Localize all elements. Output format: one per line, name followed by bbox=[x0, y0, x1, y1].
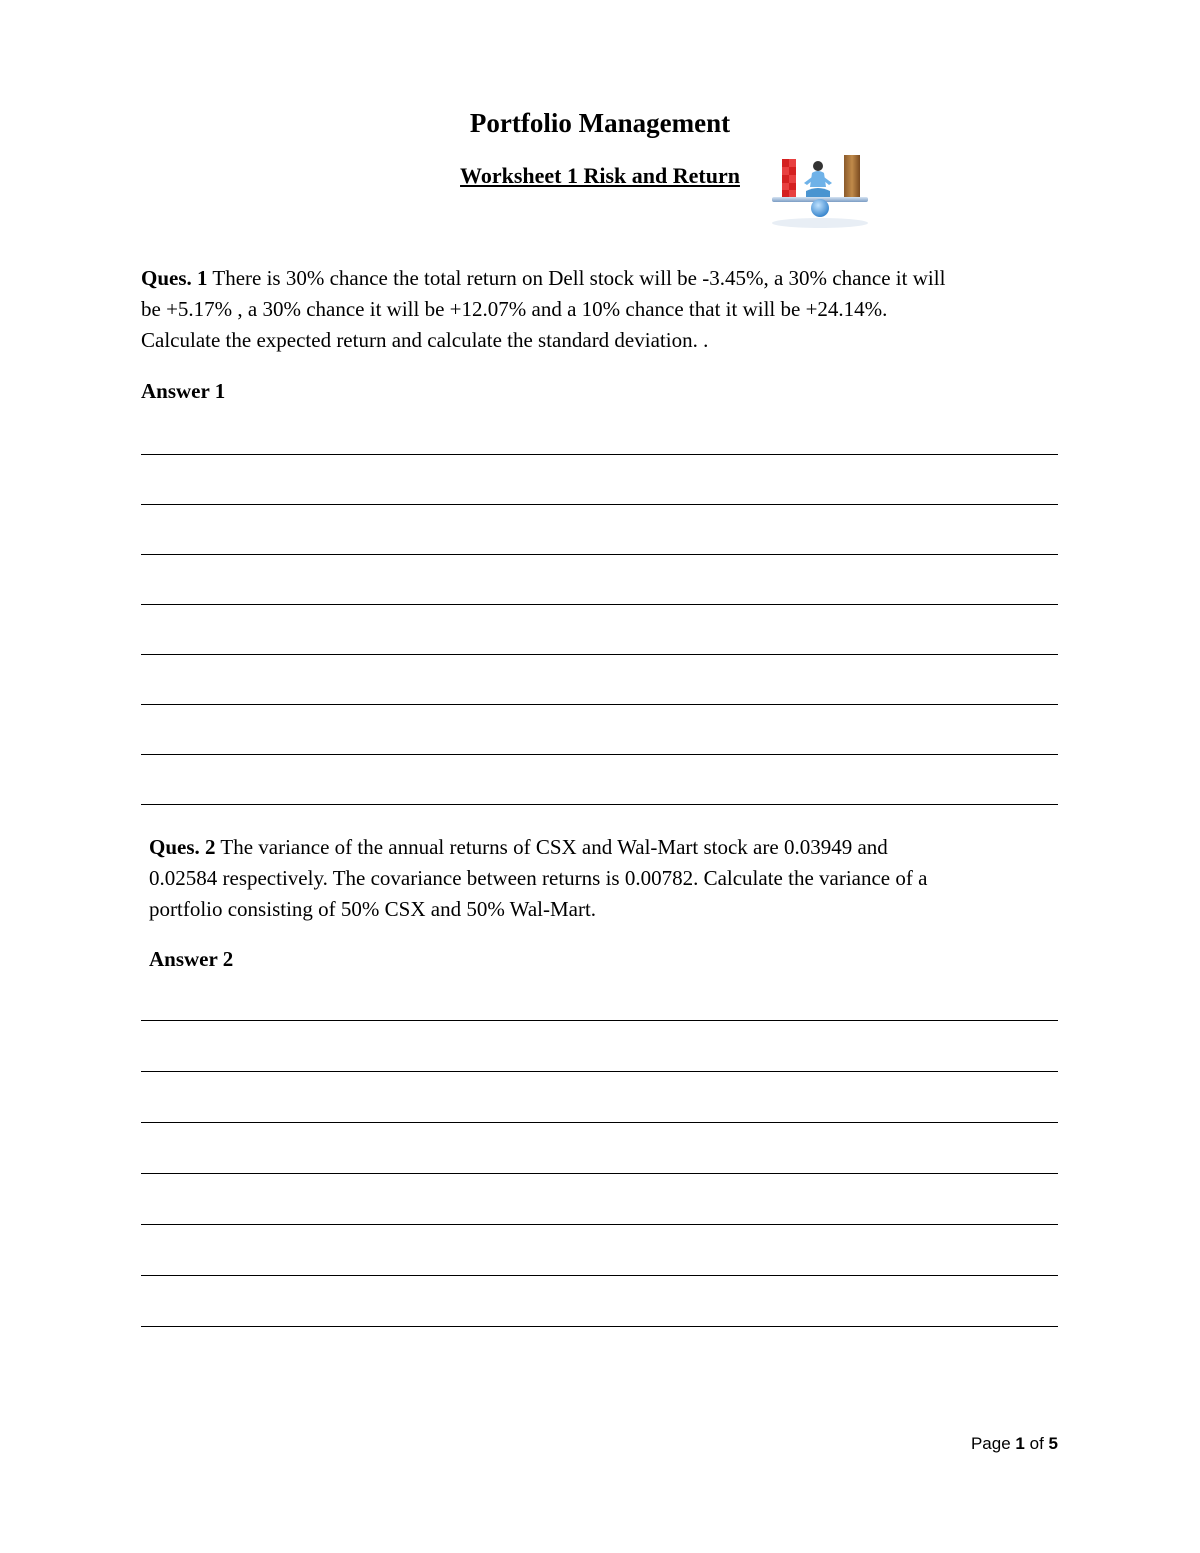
page-title: Portfolio Management bbox=[469, 108, 731, 138]
question-1-line-3: Calculate the expected return and calculate the standard deviation. . bbox=[141, 328, 709, 352]
question-2 bbox=[149, 832, 1049, 925]
question-2-line-1 bbox=[149, 832, 1049, 863]
question-1 bbox=[141, 263, 1061, 356]
answer-line bbox=[141, 704, 1058, 705]
answer-1-label: Answer 1 bbox=[141, 379, 226, 403]
answer-line bbox=[141, 1173, 1058, 1174]
answer-line bbox=[141, 1020, 1058, 1021]
page-current: 1 bbox=[1015, 1434, 1025, 1453]
answer-line bbox=[141, 754, 1058, 755]
of-word: of bbox=[1029, 1434, 1044, 1453]
page-number bbox=[971, 1432, 1058, 1456]
answer-line bbox=[141, 654, 1058, 655]
question-1-line-2: be +5.17% , a 30% chance it will be +12.07% and a 10% chance that it will be +24.14%. bbox=[141, 297, 888, 321]
answer-line bbox=[141, 1275, 1058, 1276]
page-word: Page bbox=[970, 1434, 1011, 1453]
answer-line bbox=[141, 1122, 1058, 1123]
question-1-label: Ques. 1 bbox=[141, 266, 208, 290]
balance-scale-icon bbox=[768, 153, 872, 231]
answer-line bbox=[141, 554, 1058, 555]
answer-line bbox=[141, 1326, 1058, 1327]
answer-line bbox=[141, 604, 1058, 605]
question-2-line-2: 0.02584 respectively. The covariance between returns is 0.00782. Calculate the variance of a bbox=[149, 866, 928, 890]
answer-line bbox=[141, 454, 1058, 455]
question-1-text-1: There is 30% chance the total return on Dell stock will be -3.45%, a 30% chance it will bbox=[207, 266, 946, 290]
question-2-label: Ques. 2 bbox=[149, 835, 216, 859]
answer-2-label: Answer 2 bbox=[149, 947, 234, 971]
question-2-line-3: portfolio consisting of 50% CSX and 50% Wal-Mart. bbox=[149, 897, 597, 921]
question-2-text-1: The variance of the annual returns of CSX and Wal-Mart stock are 0.03949 and bbox=[215, 835, 888, 859]
answer-line bbox=[141, 504, 1058, 505]
page-total: 5 bbox=[1048, 1434, 1058, 1453]
worksheet-subtitle: Worksheet 1 Risk and Return bbox=[460, 163, 740, 188]
answer-line bbox=[141, 1071, 1058, 1072]
question-1-line-1 bbox=[141, 263, 1061, 294]
answer-line bbox=[141, 1224, 1058, 1225]
answer-line bbox=[141, 804, 1058, 805]
